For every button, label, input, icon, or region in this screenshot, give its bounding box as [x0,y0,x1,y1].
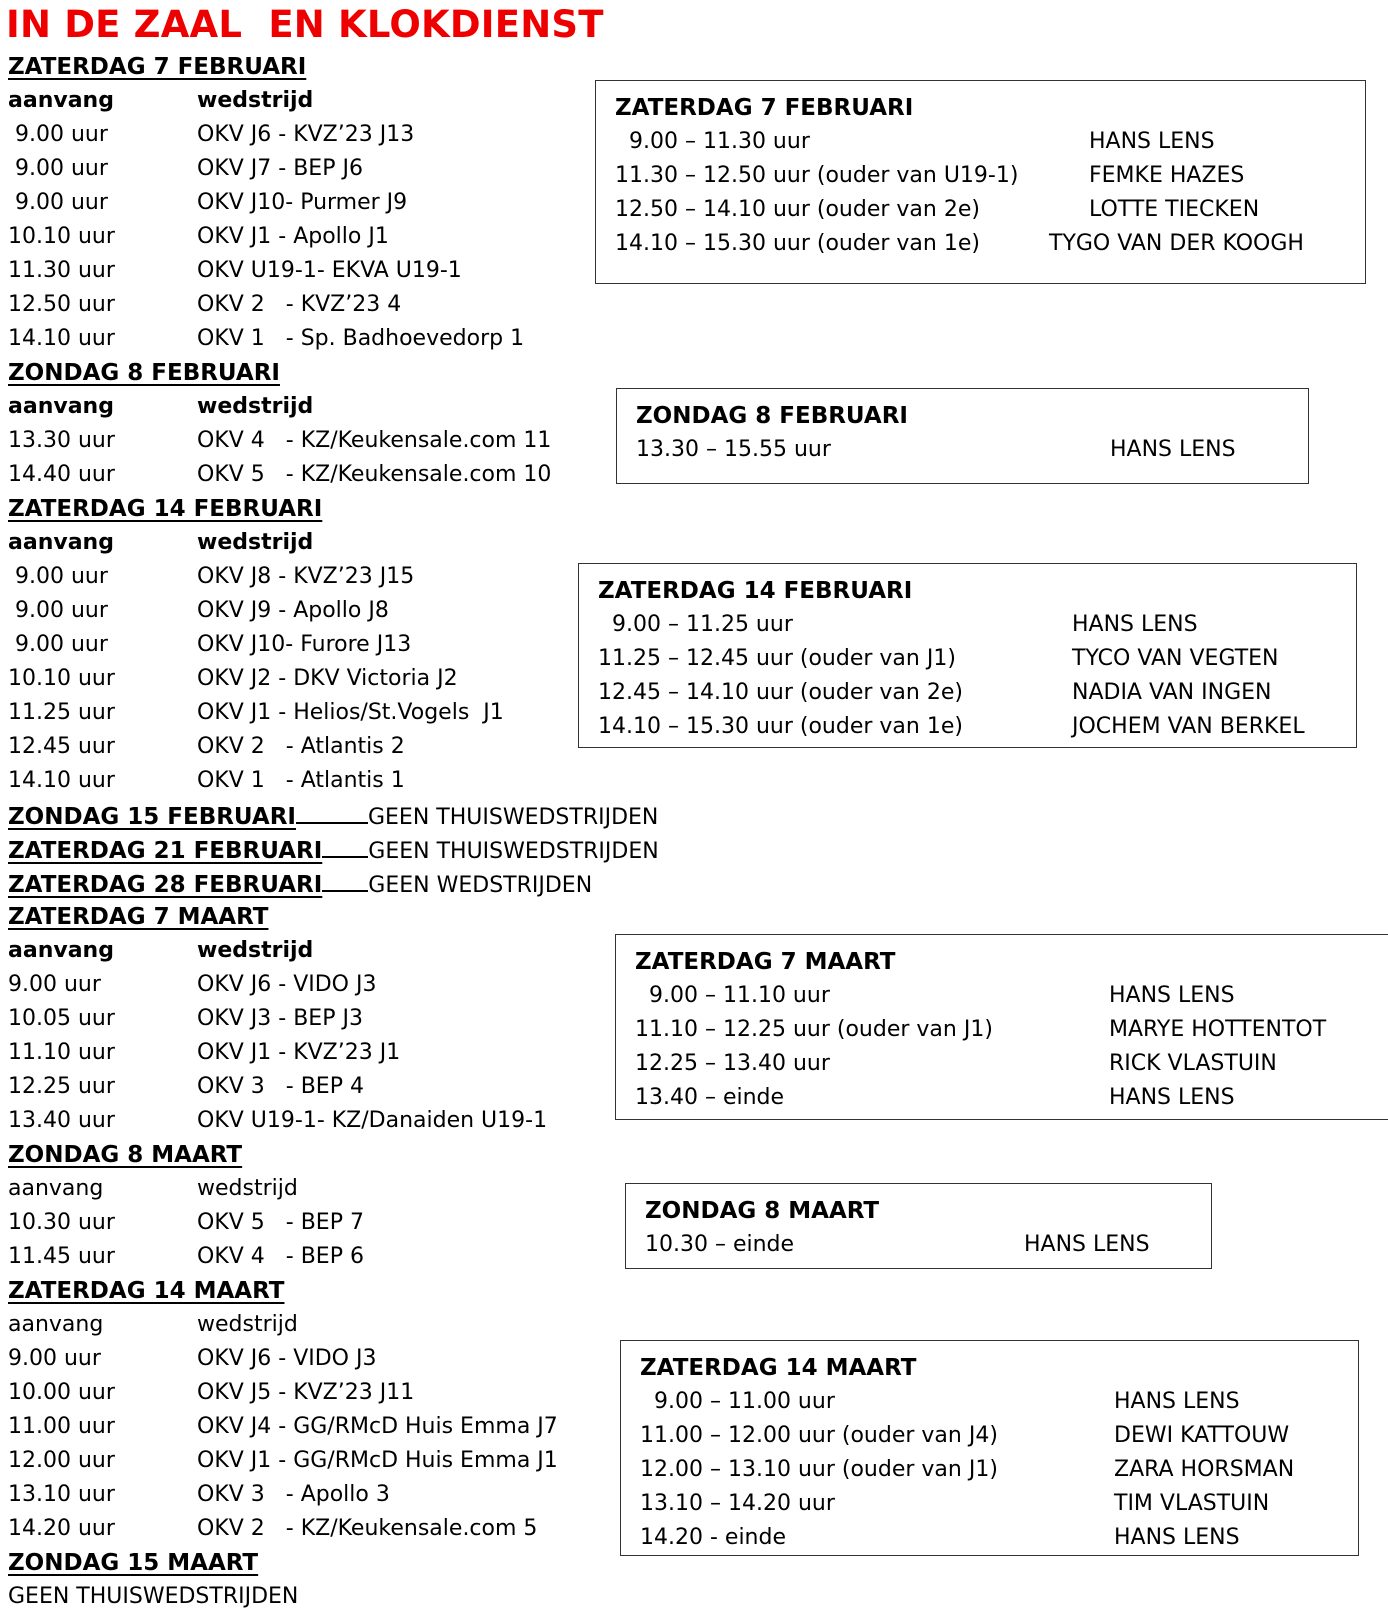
match-time: 14.10 uur [8,326,115,351]
match-time: 11.45 uur [8,1244,115,1269]
klokdienst-box [625,1183,1212,1269]
shift-time: 14.10 – 15.30 uur (ouder van 1e) [598,714,963,739]
match-time: 9.00 uur [8,122,108,147]
klokdienst-box [615,934,1388,1120]
box-day-title: ZONDAG 8 MAART [645,1198,880,1224]
day-heading-no-matches [8,866,748,900]
match-teams: OKV J8 - KVZ’23 J15 [197,564,415,589]
match-row [8,764,748,798]
match-time: 14.10 uur [8,768,115,793]
match-teams: OKV 1 - Sp. Badhoevedorp 1 [197,326,525,351]
header-start: aanvang [8,88,114,113]
day-note: GEEN THUISWEDSTRIJDEN [368,839,659,864]
header-match: wedstrijd [197,938,314,963]
shift-time: 11.30 – 12.50 uur (ouder van U19-1) [615,163,1019,188]
shift-person: HANS LENS [1109,983,1235,1008]
shift-row [615,159,1365,193]
shift-row [640,1419,1358,1453]
shift-time: 9.00 – 11.00 uur [640,1389,835,1414]
match-row [8,322,748,356]
match-teams: OKV 4 - KZ/Keukensale.com 11 [197,428,552,453]
shift-row [615,227,1365,261]
day-note: GEEN WEDSTRIJDEN [368,873,593,898]
match-teams: OKV J4 - GG/RMcD Huis Emma J7 [197,1414,558,1439]
shift-row [598,676,1356,710]
shift-person: HANS LENS [1114,1389,1240,1414]
match-time: 9.00 uur [8,564,108,589]
shift-person: TIM VLASTUIN [1114,1491,1270,1516]
shift-person: DEWI KATTOUW [1114,1423,1290,1448]
match-time: 14.20 uur [8,1516,115,1541]
match-teams: OKV J1 - Apollo J1 [197,224,389,249]
header-start: aanvang [8,1176,104,1201]
shift-person: HANS LENS [1024,1232,1150,1257]
match-time: 10.10 uur [8,666,115,691]
shift-time: 13.10 – 14.20 uur [640,1491,835,1516]
match-row [8,288,748,322]
shift-person: MARYE HOTTENTOT [1109,1017,1327,1042]
shift-time: 12.25 – 13.40 uur [635,1051,830,1076]
match-time: 10.10 uur [8,224,115,249]
day-heading [8,356,748,390]
day-title: ZONDAG 15 FEBRUARI [8,804,296,830]
match-teams: OKV J7 - BEP J6 [197,156,363,181]
day-heading [8,900,748,934]
match-teams: OKV 2 - KZ/Keukensale.com 5 [197,1516,538,1541]
shift-row [635,1047,1388,1081]
underline-filler [322,832,368,858]
match-teams: OKV J6 - VIDO J3 [197,1346,377,1371]
box-day-title: ZONDAG 8 FEBRUARI [636,403,908,429]
match-teams: OKV J10- Furore J13 [197,632,412,657]
match-teams: OKV J10- Purmer J9 [197,190,408,215]
day-note: GEEN THUISWEDSTRIJDEN [367,805,659,830]
header-start: aanvang [8,1312,104,1337]
match-teams: OKV 2 - KVZ’23 4 [197,292,402,317]
match-teams: OKV 3 - BEP 4 [197,1074,364,1099]
shift-time: 11.25 – 12.45 uur (ouder van J1) [598,646,956,671]
day-note [8,1580,748,1614]
shift-row [635,1081,1388,1115]
shift-row [635,979,1388,1013]
shift-person: TYGO VAN DER KOOGH [1049,231,1304,256]
match-time: 12.45 uur [8,734,115,759]
match-teams: OKV U19-1- KZ/Danaiden U19-1 [197,1108,548,1133]
day-title: ZATERDAG 21 FEBRUARI [8,838,323,864]
match-time: 9.00 uur [8,632,108,657]
match-teams: OKV J1 - Helios/St.Vogels J1 [197,700,504,725]
match-time: 11.00 uur [8,1414,115,1439]
match-time: 14.40 uur [8,462,115,487]
shift-time: 9.00 – 11.25 uur [598,612,793,637]
shift-row [615,125,1365,159]
day-title: ZONDAG 8 FEBRUARI [8,360,280,386]
match-teams: OKV J5 - KVZ’23 J11 [197,1380,415,1405]
match-time: 9.00 uur [8,598,108,623]
day-title: ZONDAG 15 MAART [8,1550,259,1576]
match-teams: OKV 2 - Atlantis 2 [197,734,405,759]
match-teams: OKV J6 - VIDO J3 [197,972,377,997]
shift-time: 11.00 – 12.00 uur (ouder van J4) [640,1423,998,1448]
underline-filler [322,866,368,892]
match-time: 11.10 uur [8,1040,115,1065]
match-teams: OKV 5 - BEP 7 [197,1210,364,1235]
shift-time: 14.10 – 15.30 uur (ouder van 1e) [615,231,980,256]
klokdienst-box [595,80,1366,284]
shift-person: FEMKE HAZES [1089,163,1245,188]
day-title: ZATERDAG 14 MAART [8,1278,285,1304]
header-match: wedstrijd [197,530,314,555]
match-time: 9.00 uur [8,1346,101,1371]
shift-time: 9.00 – 11.10 uur [635,983,830,1008]
day-title: ZONDAG 8 MAART [8,1142,243,1168]
match-time: 12.50 uur [8,292,115,317]
day-title: ZATERDAG 7 MAART [8,904,269,930]
box-day-title: ZATERDAG 7 MAART [635,949,896,975]
shift-person: LOTTE TIECKEN [1089,197,1260,222]
shift-time: 11.10 – 12.25 uur (ouder van J1) [635,1017,993,1042]
match-time: 10.30 uur [8,1210,115,1235]
shift-row [640,1487,1358,1521]
match-time: 13.30 uur [8,428,115,453]
day-heading-no-matches [8,798,748,832]
shift-row [640,1385,1358,1419]
shift-person: HANS LENS [1089,129,1215,154]
shift-person: JOCHEM VAN BERKEL [1072,714,1305,739]
shift-person: HANS LENS [1110,437,1236,462]
match-teams: OKV J6 - KVZ’23 J13 [197,122,415,147]
shift-person: RICK VLASTUIN [1109,1051,1277,1076]
shift-row [640,1453,1358,1487]
match-teams: OKV 5 - KZ/Keukensale.com 10 [197,462,552,487]
match-teams: OKV 1 - Atlantis 1 [197,768,405,793]
match-teams: OKV U19-1- EKVA U19-1 [197,258,462,283]
match-time: 11.25 uur [8,700,115,725]
box-day-title: ZATERDAG 7 FEBRUARI [615,95,914,121]
column-header [8,526,748,560]
header-match: wedstrijd [197,394,314,419]
page-title: IN DE ZAAL EN KLOKDIENST [6,3,604,46]
shift-time: 12.50 – 14.10 uur (ouder van 2e) [615,197,980,222]
match-teams: OKV J1 - GG/RMcD Huis Emma J1 [197,1448,558,1473]
shift-time: 9.00 – 11.30 uur [615,129,810,154]
shift-row [598,642,1356,676]
day-title: ZATERDAG 28 FEBRUARI [8,872,323,898]
match-teams: OKV 3 - Apollo 3 [197,1482,390,1507]
shift-person: HANS LENS [1072,612,1198,637]
match-time: 11.30 uur [8,258,115,283]
match-time: 12.00 uur [8,1448,115,1473]
shift-time: 12.00 – 13.10 uur (ouder van J1) [640,1457,998,1482]
shift-person: HANS LENS [1114,1525,1240,1550]
shift-time: 12.45 – 14.10 uur (ouder van 2e) [598,680,963,705]
day-heading [8,50,748,84]
match-teams: OKV J9 - Apollo J8 [197,598,389,623]
day-heading [8,492,748,526]
shift-row [636,433,1308,467]
box-day-title: ZATERDAG 14 MAART [640,1355,917,1381]
shift-person: HANS LENS [1109,1085,1235,1110]
shift-row [598,710,1356,744]
shift-time: 10.30 – einde [645,1232,795,1257]
shift-person: NADIA VAN INGEN [1072,680,1272,705]
match-time: 10.00 uur [8,1380,115,1405]
klokdienst-box [578,563,1357,748]
shift-row [635,1013,1388,1047]
header-match: wedstrijd [197,1176,298,1201]
shift-row [645,1228,1211,1262]
day-note-text: GEEN THUISWEDSTRIJDEN [8,1584,299,1609]
day-heading [8,1274,748,1308]
shift-row [598,608,1356,642]
shift-time: 13.30 – 15.55 uur [636,437,831,462]
shift-row [615,193,1365,227]
shift-time: 14.20 - einde [640,1525,786,1550]
match-teams: OKV 4 - BEP 6 [197,1244,364,1269]
match-time: 13.10 uur [8,1482,115,1507]
match-time: 9.00 uur [8,156,108,181]
header-start: aanvang [8,394,114,419]
day-heading-no-matches [8,832,748,866]
match-time: 9.00 uur [8,972,101,997]
shift-time: 13.40 – einde [635,1085,785,1110]
box-day-title: ZATERDAG 14 FEBRUARI [598,578,913,604]
klokdienst-box [620,1340,1359,1556]
header-match: wedstrijd [197,88,314,113]
day-title: ZATERDAG 7 FEBRUARI [8,54,307,80]
klokdienst-box [616,388,1309,484]
match-time: 13.40 uur [8,1108,115,1133]
match-teams: OKV J1 - KVZ’23 J1 [197,1040,401,1065]
header-start: aanvang [8,938,114,963]
match-teams: OKV J2 - DKV Victoria J2 [197,666,458,691]
day-heading [8,1138,748,1172]
day-title: ZATERDAG 14 FEBRUARI [8,496,323,522]
header-start: aanvang [8,530,114,555]
column-header [8,1308,748,1342]
match-time: 9.00 uur [8,190,108,215]
match-time: 12.25 uur [8,1074,115,1099]
match-time: 10.05 uur [8,1006,115,1031]
match-teams: OKV J3 - BEP J3 [197,1006,363,1031]
shift-person: TYCO VAN VEGTEN [1072,646,1279,671]
shift-row [640,1521,1358,1555]
header-match: wedstrijd [197,1312,298,1337]
shift-person: ZARA HORSMAN [1114,1457,1295,1482]
underline-filler [296,798,368,824]
